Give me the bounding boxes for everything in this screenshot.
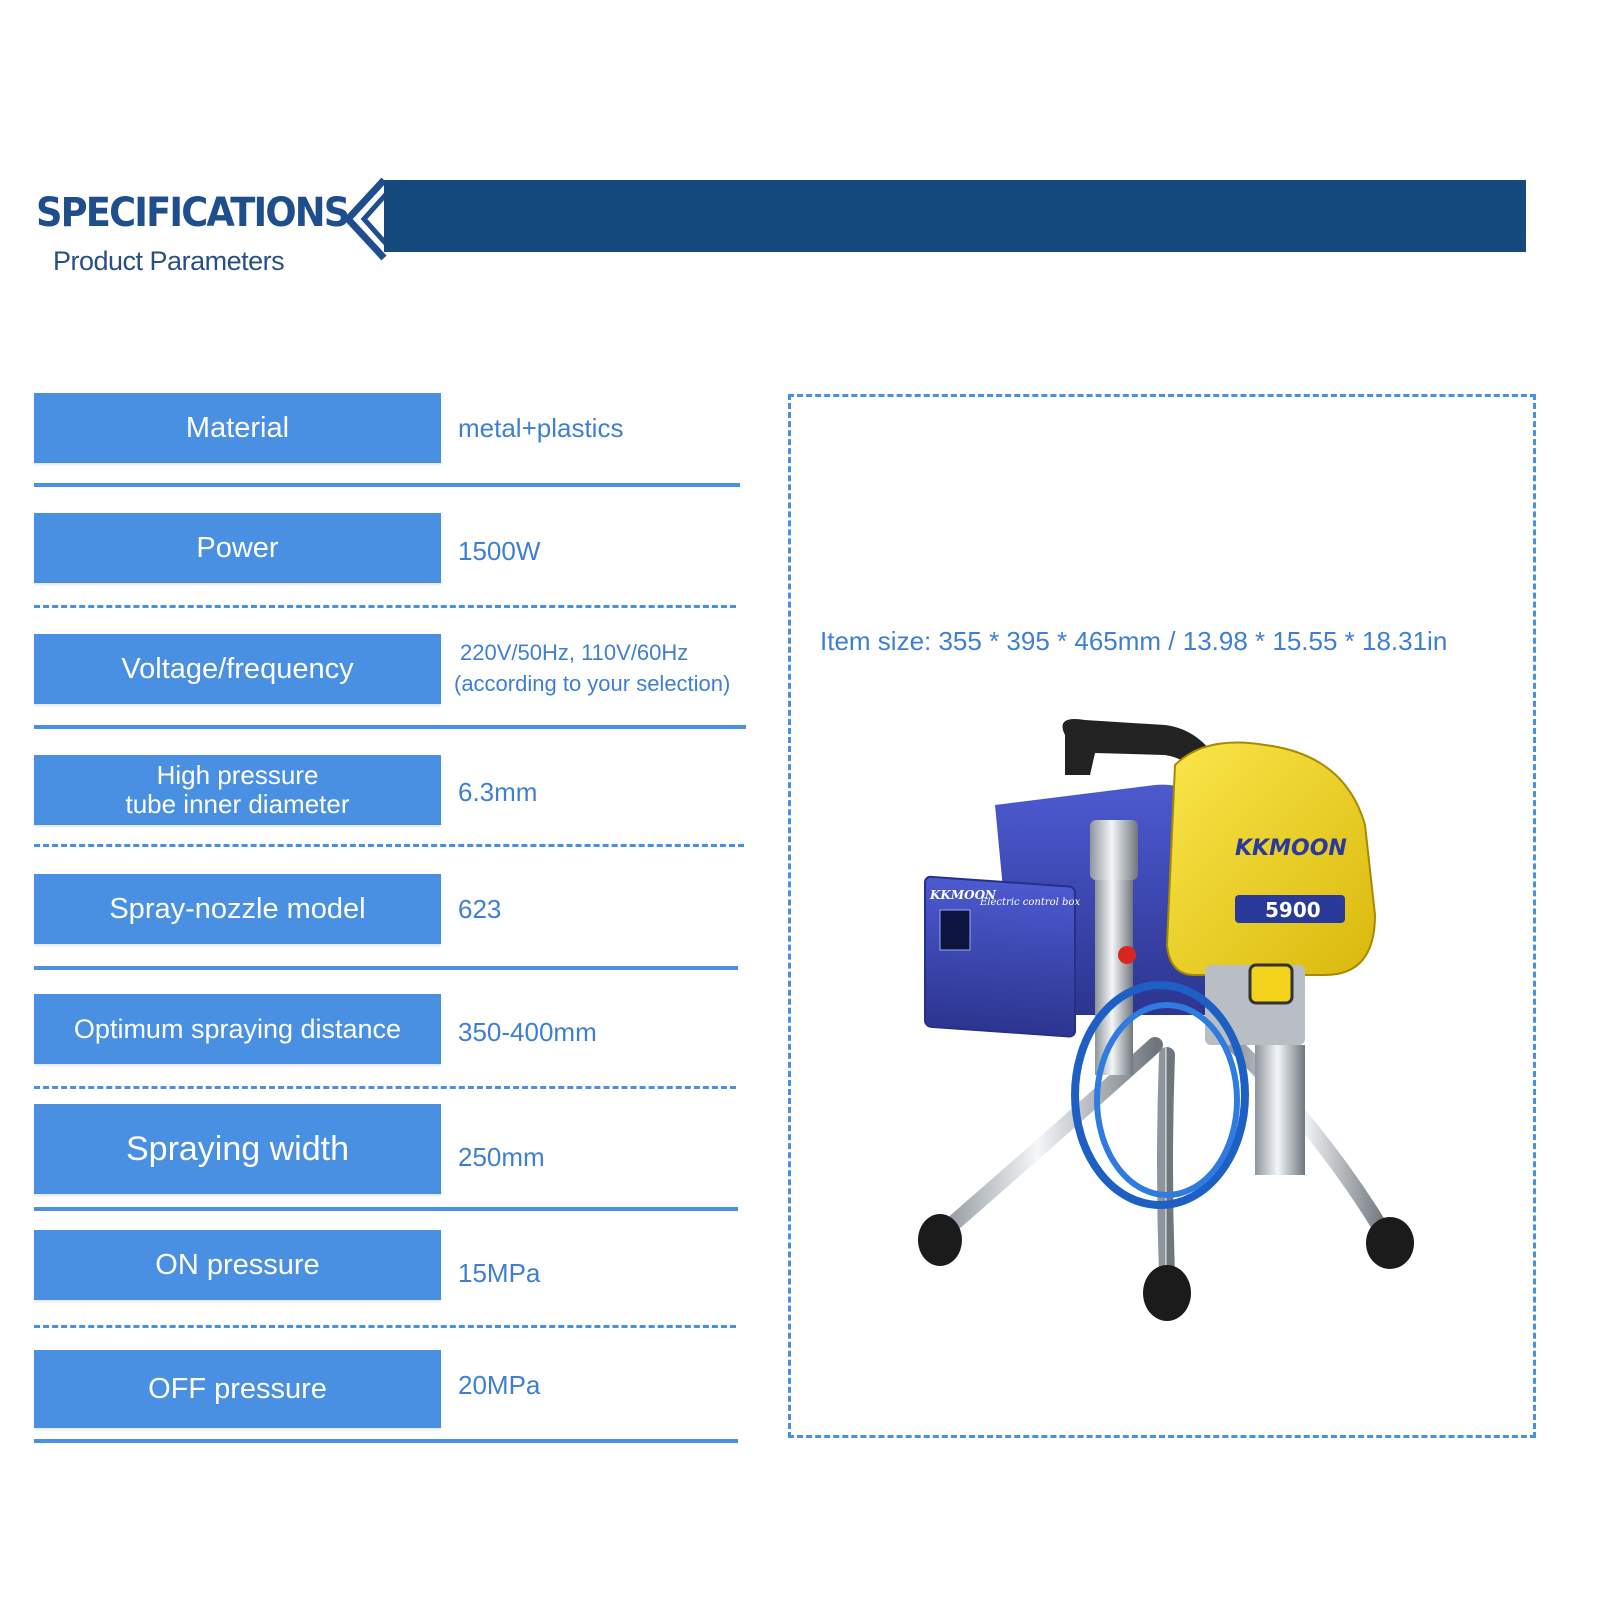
spec-label: High pressure tube inner diameter — [34, 755, 441, 825]
spec-label: Power — [34, 513, 441, 583]
row-divider — [34, 844, 744, 847]
spec-label: ON pressure — [34, 1230, 441, 1300]
svg-text:KKMOON: KKMOON — [930, 888, 997, 902]
header-bar — [384, 180, 1526, 252]
spec-label: Spraying width — [34, 1104, 441, 1194]
spec-label: Voltage/frequency — [34, 634, 441, 704]
spec-row-nozzle-model — [34, 874, 794, 944]
spec-row-off-pressure — [34, 1350, 794, 1428]
spec-value: 623 — [458, 894, 502, 924]
spec-value: 6.3mm — [458, 777, 538, 807]
spec-value: 20MPa — [458, 1370, 541, 1400]
spec-label: OFF pressure — [34, 1350, 441, 1428]
spec-value: 250mm — [458, 1142, 545, 1172]
paint-sprayer-image — [905, 715, 1445, 1345]
chevron-left-icon — [342, 176, 390, 262]
spec-label: Optimum spraying distance — [34, 994, 441, 1064]
spec-value-line2: (according to your selection) — [454, 671, 731, 696]
row-divider — [34, 605, 736, 608]
spec-row-power — [34, 513, 794, 583]
row-divider — [34, 483, 740, 487]
row-divider — [34, 1325, 736, 1328]
row-divider — [34, 966, 738, 970]
spec-value — [454, 637, 730, 699]
item-size-text: Item size: 355 * 395 * 465mm / 13.98 * 15.55 * 18.31in — [820, 626, 1448, 656]
spec-row-material — [34, 393, 794, 463]
spec-value-line1: 220V/50Hz, 110V/60Hz — [460, 640, 689, 665]
spec-value: 15MPa — [458, 1258, 541, 1288]
row-divider — [34, 1439, 738, 1443]
brand-logo: KKMOON — [1235, 836, 1347, 861]
page-subtitle: Product Parameters — [53, 246, 285, 276]
page-title: SPECIFICATIONS — [36, 190, 349, 236]
control-box-text: Electric control box — [980, 897, 1081, 908]
row-divider — [34, 1207, 738, 1211]
spec-row-tube-diameter — [34, 755, 794, 825]
spec-row-on-pressure — [34, 1230, 794, 1300]
row-divider — [34, 1086, 736, 1089]
model-badge: 5900 — [1265, 898, 1321, 922]
spec-row-spray-width — [34, 1104, 794, 1194]
spec-value: 1500W — [458, 536, 541, 566]
spec-row-voltage — [34, 634, 794, 704]
spec-row-spray-distance — [34, 994, 794, 1064]
row-divider — [34, 725, 746, 729]
spec-value: 350-400mm — [458, 1017, 597, 1047]
spec-label: Material — [34, 393, 441, 463]
spec-label: Spray-nozzle model — [34, 874, 441, 944]
spec-value: metal+plastics — [458, 413, 624, 443]
